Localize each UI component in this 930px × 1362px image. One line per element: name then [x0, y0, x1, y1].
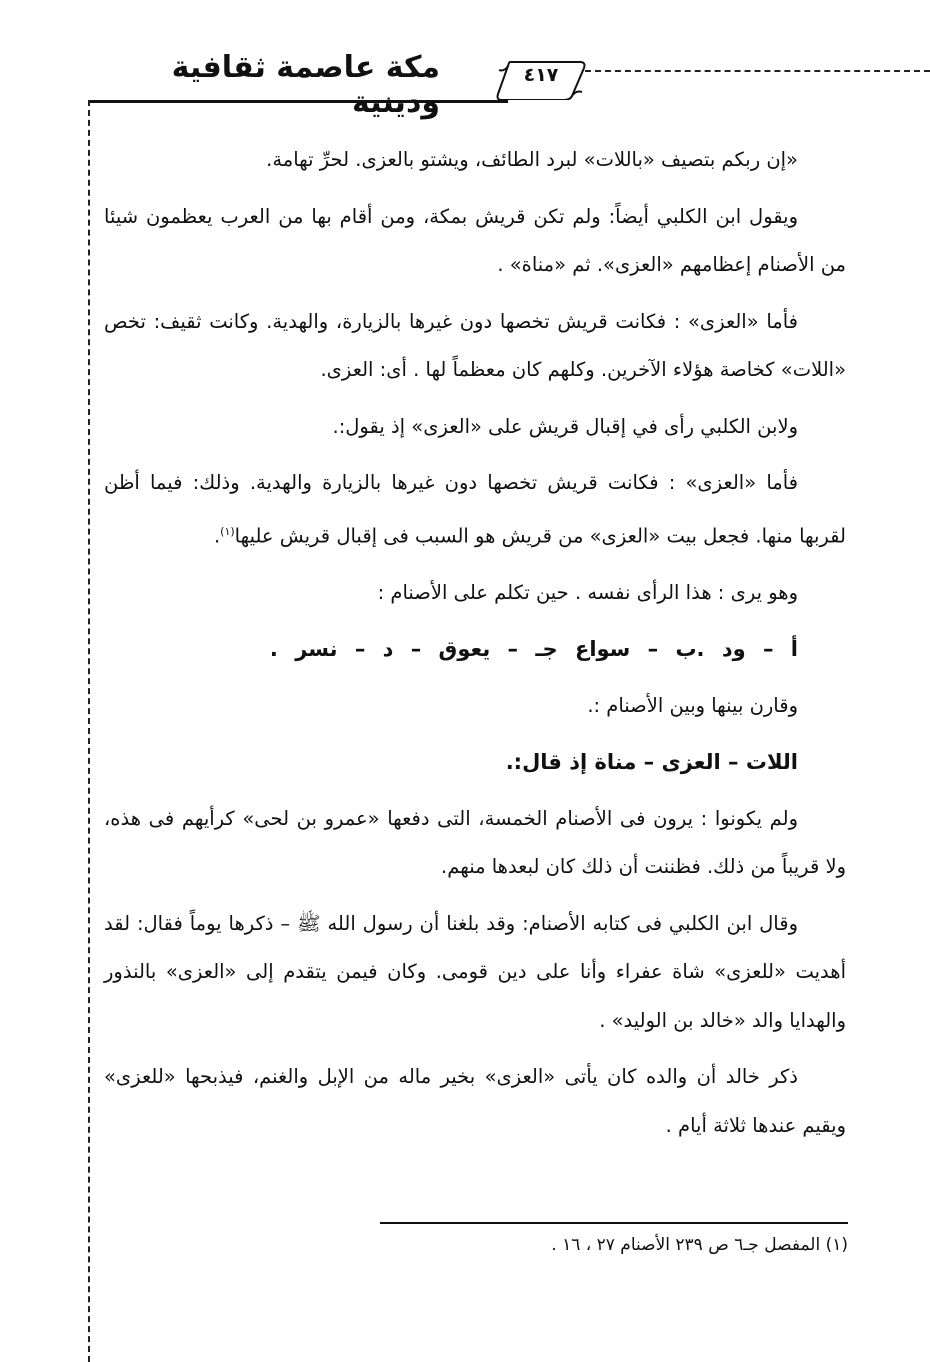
idols-list: أ – ود .ب – سواع جـ – يعوق – د – نسر .	[269, 637, 798, 661]
paragraph-5	[104, 459, 846, 561]
paragraph-10: ولم يكونوا : يرون فى الأصنام الخمسة، التى دفعها «عمرو بن لحى» كرأيهم فى هذه، ولا قريباً من ذلك. فظننت أن ذلك كان لبعدها منهم.	[104, 806, 846, 878]
idols-names-line: اللات – العزى – مناة إذ قال:.	[505, 750, 798, 774]
paragraph-12: ذكر خالد أن والده كان يأتى «العزى» بخير ماله من الإبل والغنم، فيذبحها «للعزى» ويقيم عندها ثلاثة أيام .	[104, 1065, 846, 1137]
paragraph-1: «إن ربكم بتصيف «باللات» لبرد الطائف، ويشتو بالعزى. لحرِّ تهامة.	[266, 148, 798, 171]
paragraph-6: وهو يرى : هذا الرأى نفسه . حين تكلم على الأصنام :	[377, 580, 798, 604]
footnote-marker: (١)	[220, 524, 235, 538]
header-dashed-rule	[585, 70, 930, 72]
paragraph-5-text: فأما «العزى» : فكانت قريش تخصها دون غيرها بالزيارة والهدية. وذلك: فيما أظن لقربها منها. فجعل بيت «العزى» من قريش هو السبب فى إقبال قريش عليها	[104, 471, 846, 547]
page-number: ٤١٧	[523, 64, 559, 86]
footnote: (١) المفصل جـ٦ ص ٢٣٩ الأصنام ٢٧ ، ١٦ .	[551, 1235, 848, 1255]
paragraph-2: ويقول ابن الكلبي أيضاً: ولم تكن قريش بمكة، ومن أقام بها من العرب يعظمون شيئا من الأصنام إعظامهم «العزى». ثم «مناة» .	[104, 204, 846, 276]
running-header-title: مكة عاصمة ثقافية ودينية	[171, 50, 440, 120]
main-text	[104, 136, 846, 1158]
paragraph-5-end: .	[213, 524, 221, 547]
paragraph-3: فأما «العزى» : فكانت قريش تخصها دون غيرها بالزيارة، والهدية. وكانت ثقيف: تخص «اللات» كخاصة هؤلاء الآخرين. وكلهم كان معظماً لها . أى: العزى.	[104, 309, 846, 381]
paragraph-11: وقال ابن الكلبي فى كتابه الأصنام: وقد بلغنا أن رسول الله ﷺ – ذكرها يوماً فقال: لقد أهديت «للعزى» شاة عفراء وأنا على دين قومى. وكان فيمن يتقدم إلى «العزى» بالنذور والهدايا والد «خالد بن الوليد» .	[104, 911, 846, 1032]
footnote-rule	[380, 1222, 848, 1224]
paragraph-8: وقارن بينها وبين الأصنام :.	[587, 693, 798, 717]
page-number-scroll	[496, 56, 586, 100]
paragraph-4: ولابن الكلبي رأى في إقبال قريش على «العزى» إذ يقول:.	[332, 414, 798, 438]
left-margin-rule	[88, 100, 90, 1362]
